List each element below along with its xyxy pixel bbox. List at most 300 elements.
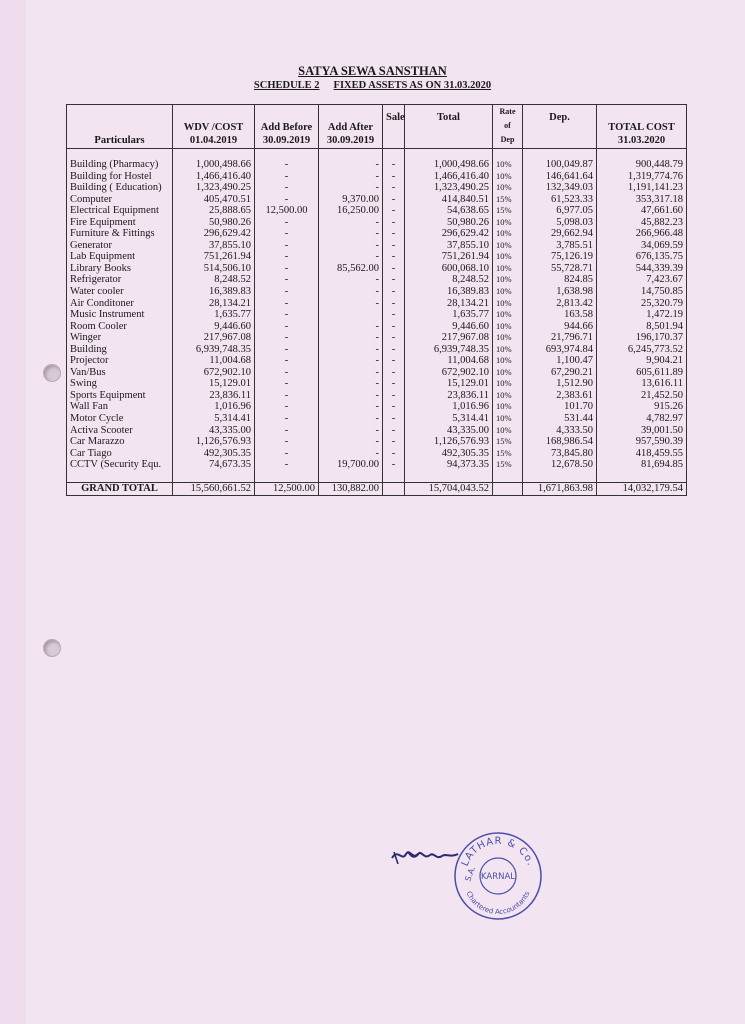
cell-dep: 61,523.33 [523,194,597,206]
cell-particulars: Activa Scooter [67,425,173,437]
cell-particulars: Water cooler [67,286,173,298]
col-dep: Dep. [523,105,597,149]
cell-total-cost: 39,001.50 [597,425,687,437]
cell-total: 751,261.94 [405,251,493,263]
cell-dep: 2,813.42 [523,298,597,310]
table-row [67,240,687,252]
cell-total-cost: 900,448.79 [597,149,687,171]
cell-total-cost: 4,782.97 [597,413,687,425]
cell-total: 23,836.11 [405,390,493,402]
table-row [67,355,687,367]
cell-sale: - [383,171,405,183]
cell-add-before: - [255,309,319,321]
cell-add-after: - [319,448,383,460]
cell-particulars: Lab Equipment [67,251,173,263]
cell-add-after: - [319,286,383,298]
cell-total-cost: 14,750.85 [597,286,687,298]
cell-total: 94,373.35 [405,459,493,471]
cell-add-before: - [255,182,319,194]
table-row [67,321,687,333]
schedule-line [0,80,745,91]
cell-dep: 132,349.03 [523,182,597,194]
table-row [67,378,687,390]
cell-rate: 10% [493,149,523,171]
cell-add-after: - [319,321,383,333]
cell-sale: - [383,448,405,460]
cell-rate: 10% [493,286,523,298]
cell-add-after: - [319,228,383,240]
cell-particulars: Building [67,344,173,356]
cell-wdv: 1,016.96 [173,401,255,413]
cell-wdv: 6,939,748.35 [173,344,255,356]
cell-sale: - [383,182,405,194]
cell-add-after: - [319,171,383,183]
schedule-number: SCHEDULE 2 [253,80,320,91]
table-row [67,309,687,321]
cell-dep: 29,662.94 [523,228,597,240]
cell-rate: 15% [493,436,523,448]
cell-dep: 75,126.19 [523,251,597,263]
cell-add-after: - [319,401,383,413]
cell-sale: - [383,228,405,240]
cell-sale: - [383,413,405,425]
cell-rate: 10% [493,321,523,333]
col-add-after: Add After 30.09.2019 [319,105,383,149]
cell-dep: 146,641.64 [523,171,597,183]
cell-sale: - [383,309,405,321]
cell-wdv: 43,335.00 [173,425,255,437]
cell-particulars: Furniture & Fittings [67,228,173,240]
table-row [67,182,687,194]
cell-total: 37,855.10 [405,240,493,252]
cell-dep: 100,049.87 [523,149,597,171]
cell-add-after: - [319,149,383,171]
cell-particulars: Winger [67,332,173,344]
col-rate: Rate of Dep [493,105,523,149]
cell-dep: 101.70 [523,401,597,413]
cell-rate: 10% [493,355,523,367]
cell-add-before: - [255,228,319,240]
cell-total: 1,323,490.25 [405,182,493,194]
cell-add-after: - [319,367,383,379]
cell-wdv: 217,967.08 [173,332,255,344]
cell-particulars: Refrigerator [67,274,173,286]
cell-particulars: Wall Fan [67,401,173,413]
cell-total: 28,134.21 [405,298,493,310]
table-row [67,344,687,356]
cell-add-before: - [255,240,319,252]
cell-add-before: - [255,149,319,171]
cell-wdv: 37,855.10 [173,240,255,252]
cell-dep: 2,383.61 [523,390,597,402]
table-row [67,205,687,217]
cell-dep: 1,638.98 [523,286,597,298]
cell-sale: - [383,217,405,229]
cell-particulars: Van/Bus [67,367,173,379]
cell-sale: - [383,194,405,206]
seal-left-text: S.A. [463,865,478,883]
col-total-cost: TOTAL COST 31.03.2020 [597,105,687,149]
cell-rate: 10% [493,182,523,194]
punch-hole [43,364,61,382]
cell-sale: - [383,205,405,217]
cell-total-cost: 13,616.11 [597,378,687,390]
cell-rate: 15% [493,194,523,206]
cell-total-cost: 676,135.75 [597,251,687,263]
cell-add-after: 9,370.00 [319,194,383,206]
cell-add-after: - [319,298,383,310]
cell-total-cost: 418,459.55 [597,448,687,460]
cell-total-cost: 81,694.85 [597,459,687,471]
cell-add-before: - [255,425,319,437]
cell-total: 43,335.00 [405,425,493,437]
cell-dep: 163.58 [523,309,597,321]
cell-add-before: - [255,344,319,356]
cell-total-cost: 915.26 [597,401,687,413]
table-row [67,251,687,263]
cell-add-before: - [255,390,319,402]
cell-sale: - [383,459,405,471]
cell-dep: 1,512.90 [523,378,597,390]
cell-add-after: - [319,355,383,367]
table-row [67,263,687,275]
cell-dep: 5,098.03 [523,217,597,229]
cell-rate: 15% [493,448,523,460]
cell-dep: 693,974.84 [523,344,597,356]
cell-wdv: 405,470.51 [173,194,255,206]
cell-rate: 10% [493,251,523,263]
grand-total-sale [383,483,405,496]
cell-wdv: 11,004.68 [173,355,255,367]
cell-particulars: Swing [67,378,173,390]
cell-dep: 12,678.50 [523,459,597,471]
cell-rate: 10% [493,390,523,402]
cell-total: 15,129.01 [405,378,493,390]
cell-add-after: 85,562.00 [319,263,383,275]
table-body [67,149,687,471]
cell-total: 11,004.68 [405,355,493,367]
cell-particulars: Room Cooler [67,321,173,333]
cell-wdv: 15,129.01 [173,378,255,390]
cell-total-cost: 196,170.37 [597,332,687,344]
grand-total-rate [493,483,523,496]
cell-particulars: Building ( Education) [67,182,173,194]
cell-add-after: 19,700.00 [319,459,383,471]
cell-total-cost: 6,245,773.52 [597,344,687,356]
cell-total-cost: 7,423.67 [597,274,687,286]
cell-total-cost: 21,452.50 [597,390,687,402]
table-row [67,401,687,413]
cell-total-cost: 544,339.39 [597,263,687,275]
cell-add-before: - [255,321,319,333]
cell-particulars: Electrical Equipment [67,205,173,217]
cell-total: 414,840.51 [405,194,493,206]
page-edge [0,0,26,1024]
punch-hole [43,639,61,657]
cell-total: 50,980.26 [405,217,493,229]
cell-total-cost: 353,317.18 [597,194,687,206]
cell-particulars: Sports Equipment [67,390,173,402]
cell-dep: 21,796.71 [523,332,597,344]
table-row [67,459,687,471]
table-row [67,286,687,298]
cell-add-before: - [255,355,319,367]
cell-rate: 10% [493,367,523,379]
cell-total-cost: 1,472.19 [597,309,687,321]
cell-total: 1,000,498.66 [405,149,493,171]
cell-add-after [319,309,383,321]
cell-add-before: - [255,413,319,425]
cell-add-before: - [255,171,319,183]
cell-wdv: 1,635.77 [173,309,255,321]
cell-sale: - [383,390,405,402]
seal-center-text: KARNAL [480,872,516,882]
cell-add-before: - [255,378,319,390]
cell-add-after: - [319,274,383,286]
cell-add-after: - [319,332,383,344]
seal-top-text: LATHAR & Co. [459,835,537,868]
cell-wdv: 751,261.94 [173,251,255,263]
cell-sale: - [383,436,405,448]
cell-add-after: - [319,344,383,356]
cell-total-cost: 266,966.48 [597,228,687,240]
cell-total: 1,466,416.40 [405,171,493,183]
cell-particulars: Music Instrument [67,309,173,321]
cell-add-after: - [319,425,383,437]
cell-wdv: 1,466,416.40 [173,171,255,183]
cell-wdv: 25,888.65 [173,205,255,217]
col-add-before: Add Before 30.09.2019 [255,105,319,149]
cell-wdv: 16,389.83 [173,286,255,298]
cell-dep: 944.66 [523,321,597,333]
cell-total: 9,446.60 [405,321,493,333]
cell-add-after: - [319,217,383,229]
cell-total-cost: 9,904.21 [597,355,687,367]
cell-particulars: Building (Pharmacy) [67,149,173,171]
cell-wdv: 672,902.10 [173,367,255,379]
cell-particulars: Fire Equipment [67,217,173,229]
cell-total-cost: 605,611.89 [597,367,687,379]
table-header-row [67,105,687,149]
grand-total-row [67,483,687,496]
cell-particulars: Generator [67,240,173,252]
table-row [67,413,687,425]
cell-total: 296,629.42 [405,228,493,240]
cell-sale: - [383,240,405,252]
cell-add-before: - [255,436,319,448]
cell-sale: - [383,263,405,275]
cell-rate: 10% [493,425,523,437]
col-total: Total [405,105,493,149]
cell-dep: 168,986.54 [523,436,597,448]
cell-total-cost: 25,320.79 [597,298,687,310]
cell-wdv: 5,314.41 [173,413,255,425]
cell-wdv: 74,673.35 [173,459,255,471]
cell-total: 492,305.35 [405,448,493,460]
cell-total-cost: 1,191,141.23 [597,182,687,194]
table-row [67,436,687,448]
cell-sale: - [383,332,405,344]
table-row [67,228,687,240]
cell-rate: 10% [493,378,523,390]
cell-total: 1,016.96 [405,401,493,413]
cell-add-before: - [255,194,319,206]
col-sale: Sale [383,105,405,149]
cell-sale: - [383,321,405,333]
table-row [67,390,687,402]
grand-total-add-after: 130,882.00 [319,483,383,496]
cell-total: 1,126,576.93 [405,436,493,448]
cell-wdv: 1,126,576.93 [173,436,255,448]
cell-particulars: Motor Cycle [67,413,173,425]
table-row [67,217,687,229]
col-wdv: WDV /COST 01.04.2019 [173,105,255,149]
cell-add-before: - [255,263,319,275]
cell-dep: 6,977.05 [523,205,597,217]
cell-add-after: - [319,413,383,425]
cell-add-before: - [255,217,319,229]
cell-wdv: 50,980.26 [173,217,255,229]
cell-rate: 10% [493,298,523,310]
cell-rate: 10% [493,274,523,286]
cell-rate: 10% [493,309,523,321]
grand-total-dep: 1,671,863.98 [523,483,597,496]
cell-dep: 1,100.47 [523,355,597,367]
table-row [67,171,687,183]
cell-sale: - [383,251,405,263]
table-row [67,425,687,437]
cell-total: 217,967.08 [405,332,493,344]
cell-wdv: 492,305.35 [173,448,255,460]
cell-add-after: 16,250.00 [319,205,383,217]
cell-wdv: 1,000,498.66 [173,149,255,171]
svg-text:LATHAR & Co. [460,836,536,868]
cell-particulars: Car Tiago [67,448,173,460]
cell-wdv: 514,506.10 [173,263,255,275]
spacer-row [67,471,687,483]
cell-add-after: - [319,436,383,448]
cell-total-cost: 957,590.39 [597,436,687,448]
cell-wdv: 1,323,490.25 [173,182,255,194]
cell-rate: 10% [493,228,523,240]
cell-rate: 15% [493,205,523,217]
grand-total-wdv: 15,560,661.52 [173,483,255,496]
cell-sale: - [383,378,405,390]
cell-rate: 10% [493,217,523,229]
table-row [67,298,687,310]
cell-add-before: - [255,286,319,298]
cell-sale: - [383,286,405,298]
table-row [67,194,687,206]
cell-rate: 10% [493,344,523,356]
cell-add-after: - [319,378,383,390]
cell-add-before: - [255,367,319,379]
table-row [67,367,687,379]
cell-total: 16,389.83 [405,286,493,298]
cell-add-before: - [255,298,319,310]
cell-add-before: - [255,459,319,471]
table-row [67,274,687,286]
ca-seal-stamp [452,830,544,922]
cell-wdv: 8,248.52 [173,274,255,286]
cell-add-before: - [255,332,319,344]
col-particulars: Particulars [67,105,173,149]
cell-wdv: 23,836.11 [173,390,255,402]
cell-total: 672,902.10 [405,367,493,379]
cell-particulars: Projector [67,355,173,367]
cell-total: 54,638.65 [405,205,493,217]
cell-wdv: 9,446.60 [173,321,255,333]
grand-total-cost: 14,032,179.54 [597,483,687,496]
cell-sale: - [383,344,405,356]
cell-sale: - [383,425,405,437]
cell-total-cost: 34,069.59 [597,240,687,252]
table-row [67,332,687,344]
cell-sale: - [383,149,405,171]
cell-add-before: - [255,274,319,286]
cell-dep: 73,845.80 [523,448,597,460]
cell-sale: - [383,298,405,310]
cell-add-before: - [255,251,319,263]
cell-total-cost: 45,882.23 [597,217,687,229]
cell-dep: 4,333.50 [523,425,597,437]
cell-wdv: 296,629.42 [173,228,255,240]
cell-particulars: Library Books [67,263,173,275]
seal-bottom-text: Chartered Accountants [464,890,532,917]
cell-dep: 531.44 [523,413,597,425]
org-name: SATYA SEWA SANSTHAN [298,64,447,78]
cell-dep: 67,290.21 [523,367,597,379]
cell-particulars: Building for Hostel [67,171,173,183]
cell-total: 600,068.10 [405,263,493,275]
cell-particulars: Air Conditoner [67,298,173,310]
table-row [67,448,687,460]
cell-add-before: - [255,448,319,460]
cell-add-before: - [255,401,319,413]
cell-sale: - [383,355,405,367]
cell-rate: 10% [493,332,523,344]
cell-rate: 10% [493,401,523,413]
cell-total: 1,635.77 [405,309,493,321]
cell-total: 8,248.52 [405,274,493,286]
cell-add-after: - [319,390,383,402]
cell-dep: 3,785.51 [523,240,597,252]
cell-total-cost: 8,501.94 [597,321,687,333]
fixed-assets-table [66,104,687,496]
cell-rate: 10% [493,171,523,183]
cell-wdv: 28,134.21 [173,298,255,310]
cell-add-after: - [319,182,383,194]
cell-particulars: Computer [67,194,173,206]
cell-add-after: - [319,251,383,263]
cell-add-before: 12,500.00 [255,205,319,217]
cell-total: 5,314.41 [405,413,493,425]
cell-sale: - [383,274,405,286]
cell-sale: - [383,401,405,413]
grand-total-total: 15,704,043.52 [405,483,493,496]
grand-total-label: GRAND TOTAL [67,483,173,496]
cell-dep: 824.85 [523,274,597,286]
schedule-title: FIXED ASSETS AS ON 31.03.2020 [333,80,492,91]
table-row [67,149,687,171]
cell-particulars: Car Marazzo [67,436,173,448]
cell-rate: 10% [493,240,523,252]
cell-rate: 10% [493,263,523,275]
grand-total-add-before: 12,500.00 [255,483,319,496]
cell-total: 6,939,748.35 [405,344,493,356]
cell-total-cost: 47,661.60 [597,205,687,217]
cell-rate: 15% [493,459,523,471]
